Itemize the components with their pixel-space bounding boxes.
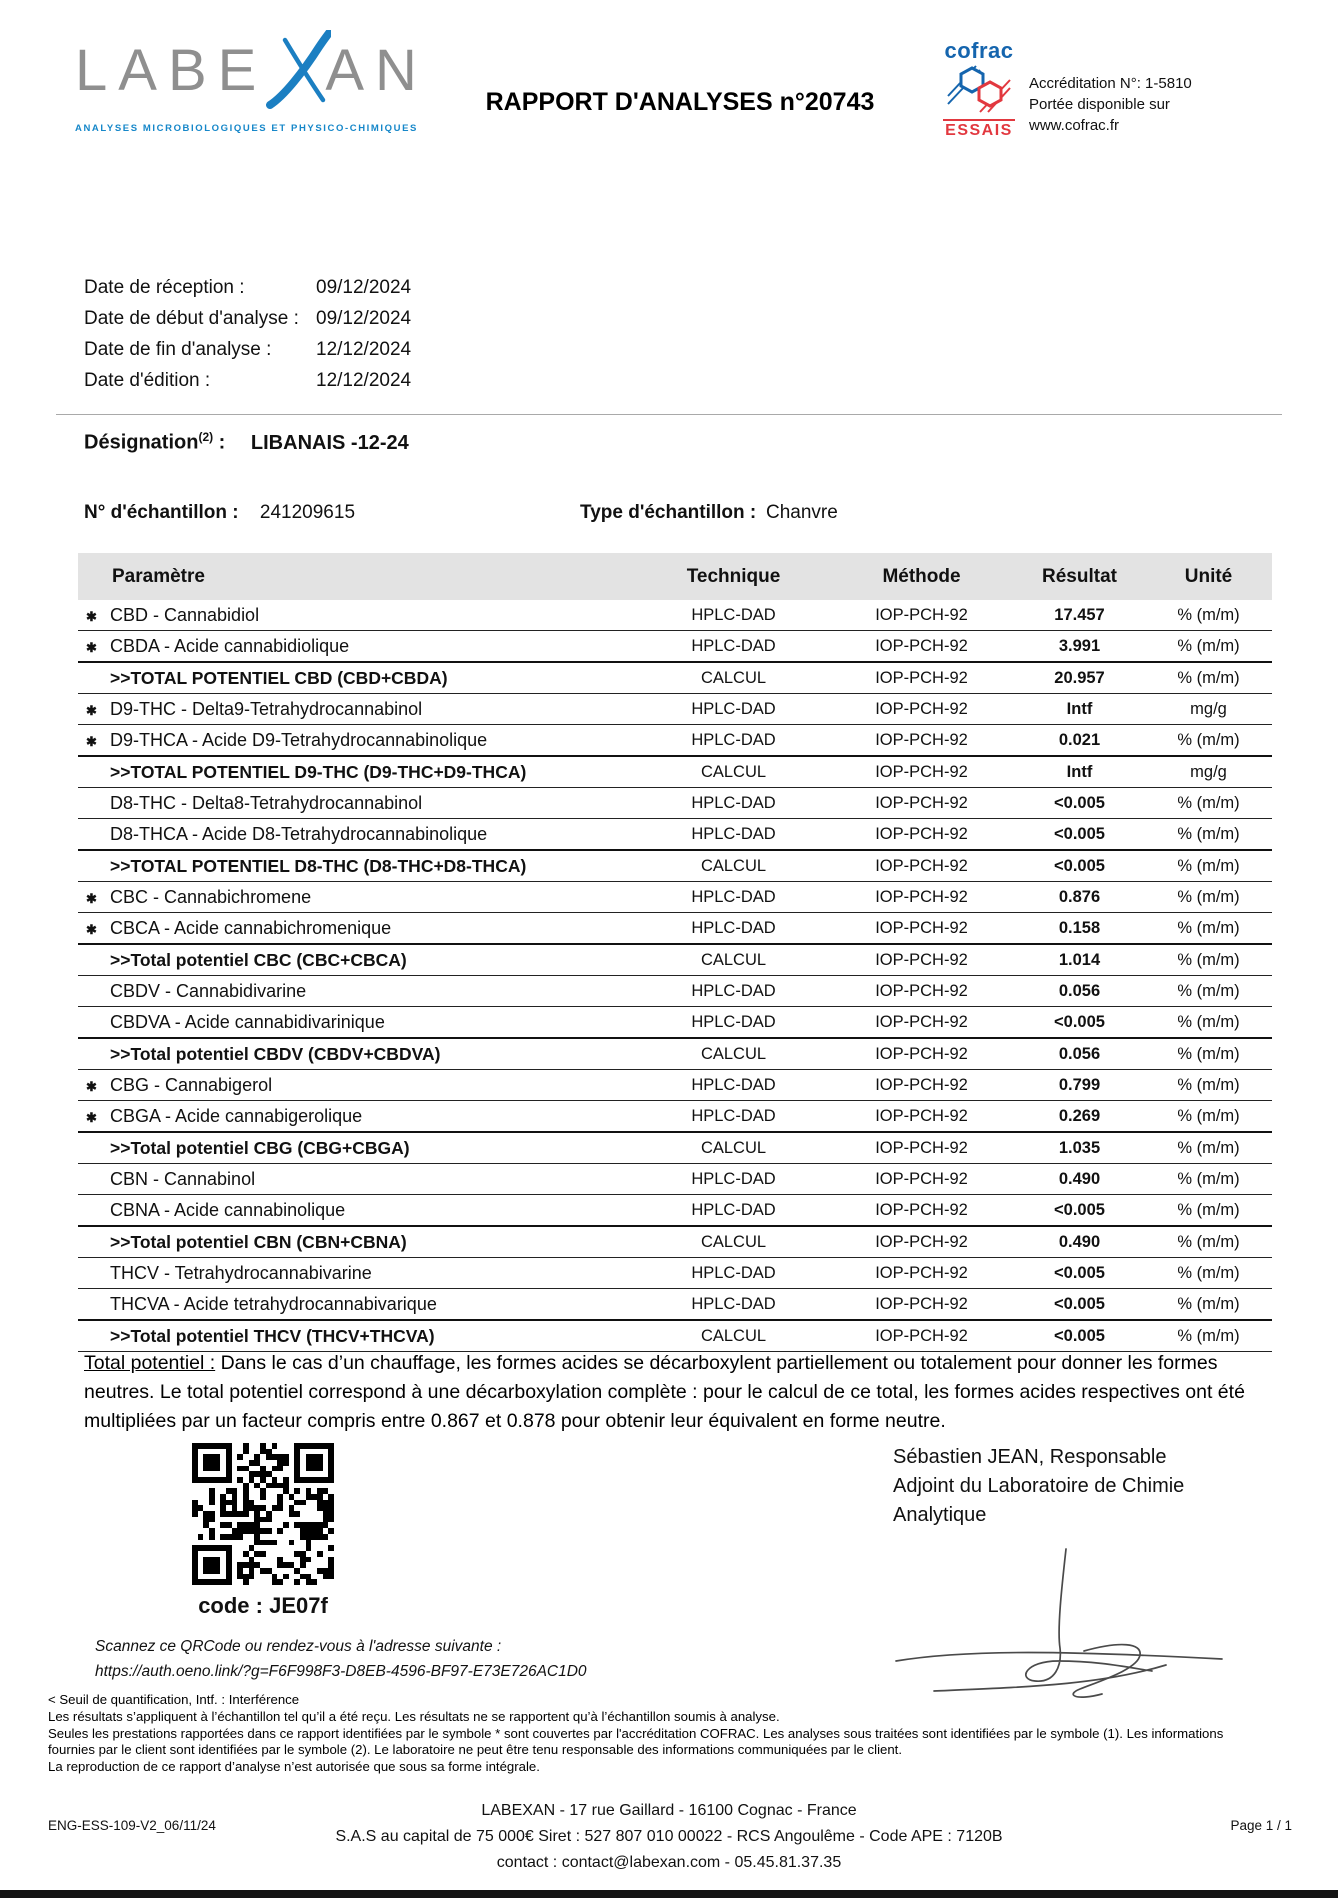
sample-line	[84, 502, 1272, 524]
logo-text-right: AN	[325, 37, 428, 103]
unite-cell: % (m/m)	[1145, 913, 1272, 945]
methode-cell: IOP-PCH-92	[829, 1101, 1014, 1133]
unite-cell: % (m/m)	[1145, 1070, 1272, 1101]
technique-cell: CALCUL	[638, 662, 829, 694]
parameter-name: >>TOTAL POTENTIEL CBD (CBD+CBDA)	[110, 667, 448, 688]
resultat-cell: 0.876	[1014, 882, 1145, 913]
parameter-name: THCV - Tetrahydrocannabivarine	[110, 1262, 372, 1283]
accreditation-url: www.cofrac.fr	[1029, 117, 1120, 134]
accreditation-star: ✱	[86, 608, 97, 624]
header-parametre: Paramètre	[78, 553, 638, 600]
sample-type-value: Chanvre	[766, 502, 838, 523]
resultat-cell: 20.957	[1014, 662, 1145, 694]
page-number: Page 1 / 1	[1230, 1818, 1292, 1833]
footer-address: LABEXAN - 17 rue Gaillard - 16100 Cognac - France	[481, 1802, 857, 1819]
resultat-cell: <0.005	[1014, 1289, 1145, 1321]
parameter-name: CBD - Cannabidiol	[110, 604, 260, 625]
unite-cell: mg/g	[1145, 694, 1272, 725]
date-value: 09/12/2024	[316, 307, 412, 329]
technique-cell: HPLC-DAD	[638, 1164, 829, 1195]
qr-code-label: code : JE07f	[198, 1593, 328, 1618]
table-row	[78, 1101, 1272, 1133]
methode-cell: IOP-PCH-92	[829, 1226, 1014, 1258]
resultat-cell: Intf	[1014, 756, 1145, 788]
unite-cell: % (m/m)	[1145, 600, 1272, 631]
technique-cell: HPLC-DAD	[638, 819, 829, 851]
technique-cell: HPLC-DAD	[638, 725, 829, 757]
qr-scan-line: Scannez ce QRCode ou rendez-vous à l'adresse suivante :	[95, 1638, 502, 1655]
table-row	[78, 694, 1272, 725]
resultat-cell: Intf	[1014, 694, 1145, 725]
parameter-name: THCVA - Acide tetrahydrocannabivarique	[110, 1293, 437, 1314]
table-row	[78, 1164, 1272, 1195]
technique-cell: CALCUL	[638, 1226, 829, 1258]
resultat-cell: <0.005	[1014, 1320, 1145, 1352]
unite-cell: % (m/m)	[1145, 1320, 1272, 1352]
qr-scan-instructions	[95, 1634, 587, 1684]
unite-cell: % (m/m)	[1145, 631, 1272, 663]
resultat-cell: <0.005	[1014, 788, 1145, 819]
section-divider	[56, 414, 1282, 415]
parameter-name: CBDA - Acide cannabidiolique	[110, 635, 350, 656]
technique-cell: HPLC-DAD	[638, 1101, 829, 1133]
technique-cell: HPLC-DAD	[638, 1007, 829, 1039]
unite-cell: % (m/m)	[1145, 1007, 1272, 1039]
parameter-name: CBC - Cannabichromene	[110, 886, 312, 907]
resultat-cell: 0.490	[1014, 1226, 1145, 1258]
date-row-edition	[84, 365, 411, 396]
parameter-name: >>TOTAL POTENTIEL D8-THC (D8-THC+D8-THCA)	[110, 855, 527, 876]
accreditation-scope: Portée disponible sur	[1029, 96, 1170, 113]
technique-cell: HPLC-DAD	[638, 913, 829, 945]
footer-doc-code: ENG-ESS-109-V2_06/11/24	[48, 1818, 216, 1833]
unite-cell: % (m/m)	[1145, 976, 1272, 1007]
unite-cell: % (m/m)	[1145, 850, 1272, 882]
parameter-name: CBCA - Acide cannabichromenique	[110, 917, 392, 938]
resultat-cell: 0.799	[1014, 1070, 1145, 1101]
methode-cell: IOP-PCH-92	[829, 1007, 1014, 1039]
methode-cell: IOP-PCH-92	[829, 850, 1014, 882]
date-value: 12/12/2024	[316, 338, 412, 360]
technique-cell: CALCUL	[638, 756, 829, 788]
technique-cell: HPLC-DAD	[638, 1070, 829, 1101]
table-row	[78, 788, 1272, 819]
methode-cell: IOP-PCH-92	[829, 944, 1014, 976]
resultat-cell: 0.021	[1014, 725, 1145, 757]
unite-cell: % (m/m)	[1145, 788, 1272, 819]
technique-cell: HPLC-DAD	[638, 1289, 829, 1321]
header-methode: Méthode	[829, 553, 1014, 600]
methode-cell: IOP-PCH-92	[829, 976, 1014, 1007]
parameter-name: D8-THCA - Acide D8-Tetrahydrocannabinolique	[110, 823, 488, 844]
technique-cell: HPLC-DAD	[638, 788, 829, 819]
unite-cell: % (m/m)	[1145, 1164, 1272, 1195]
table-row	[78, 1070, 1272, 1101]
designation-colon: :	[213, 431, 226, 454]
methode-cell: IOP-PCH-92	[829, 631, 1014, 663]
technique-cell: HPLC-DAD	[638, 600, 829, 631]
resultat-cell: 1.035	[1014, 1132, 1145, 1164]
unite-cell: % (m/m)	[1145, 1195, 1272, 1227]
cofrac-logo	[943, 40, 1015, 140]
methode-cell: IOP-PCH-92	[829, 819, 1014, 851]
footer-address-block	[0, 1798, 1338, 1876]
unite-cell: % (m/m)	[1145, 662, 1272, 694]
sample-type-label: Type d'échantillon :	[580, 502, 757, 523]
technique-cell: HPLC-DAD	[638, 976, 829, 1007]
date-row-reception	[84, 272, 411, 303]
header-technique: Technique	[638, 553, 829, 600]
table-row	[78, 976, 1272, 1007]
date-label: Date d'édition :	[84, 369, 211, 391]
accreditation-number: Accréditation N°: 1-5810	[1029, 75, 1192, 92]
table-row	[78, 882, 1272, 913]
unite-cell: % (m/m)	[1145, 882, 1272, 913]
logo-tagline: ANALYSES MICROBIOLOGIQUES ET PHYSICO-CHIMIQUES	[75, 123, 418, 134]
table-row	[78, 1258, 1272, 1289]
total-potentiel-note	[84, 1349, 1262, 1436]
table-row	[78, 850, 1272, 882]
unite-cell: % (m/m)	[1145, 1226, 1272, 1258]
note-label: Total potentiel :	[84, 1352, 216, 1374]
footer-company-info: S.A.S au capital de 75 000€ Siret : 527 807 010 00022 - RCS Angoulême - Code APE : 7120B	[335, 1828, 1003, 1845]
parameter-name: CBGA - Acide cannabigerolique	[110, 1105, 363, 1126]
signatory-line: Analytique	[893, 1504, 987, 1526]
unite-cell: % (m/m)	[1145, 1258, 1272, 1289]
technique-cell: CALCUL	[638, 1038, 829, 1070]
dates-block	[84, 272, 411, 396]
date-label: Date de réception :	[84, 276, 245, 298]
signatory-block	[893, 1443, 1184, 1530]
resultat-cell: 0.056	[1014, 976, 1145, 1007]
parameter-name: CBG - Cannabigerol	[110, 1074, 273, 1095]
designation-label: Désignation	[84, 431, 199, 454]
results-table-header	[78, 553, 1272, 600]
unite-cell: % (m/m)	[1145, 819, 1272, 851]
resultat-cell: <0.005	[1014, 850, 1145, 882]
resultat-cell: 0.490	[1014, 1164, 1145, 1195]
sample-number-label: N° d'échantillon :	[84, 502, 239, 523]
accreditation-star: ✱	[86, 639, 97, 655]
table-row	[78, 725, 1272, 757]
resultat-cell: 0.269	[1014, 1101, 1145, 1133]
methode-cell: IOP-PCH-92	[829, 1164, 1014, 1195]
table-row	[78, 1007, 1272, 1039]
resultat-cell: 0.158	[1014, 913, 1145, 945]
disclaimer-block	[48, 1692, 1330, 1776]
logo-x-swoosh-icon	[265, 30, 331, 115]
designation-value: LIBANAIS -12-24	[250, 431, 409, 454]
date-label: Date de fin d'analyse :	[84, 338, 272, 360]
table-row	[78, 913, 1272, 945]
unite-cell: % (m/m)	[1145, 944, 1272, 976]
qr-block	[190, 1443, 336, 1619]
methode-cell: IOP-PCH-92	[829, 1320, 1014, 1352]
header-resultat: Résultat	[1014, 553, 1145, 600]
methode-cell: IOP-PCH-92	[829, 788, 1014, 819]
table-row	[78, 1038, 1272, 1070]
parameter-name: CBNA - Acide cannabinolique	[110, 1199, 346, 1220]
qr-url: https://auth.oeno.link/?g=F6F998F3-D8EB-4596-BF97-E73E726AC1D0	[95, 1663, 587, 1680]
cofrac-essais-label: ESSAIS	[943, 119, 1015, 140]
table-row	[78, 662, 1272, 694]
logo-text-left: LABE	[75, 37, 268, 103]
resultat-cell: 0.056	[1014, 1038, 1145, 1070]
methode-cell: IOP-PCH-92	[829, 662, 1014, 694]
parameter-name: D9-THCA - Acide D9-Tetrahydrocannabinolique	[110, 729, 488, 750]
designation-line	[84, 430, 409, 455]
table-row	[78, 1132, 1272, 1164]
parameter-name: CBN - Cannabinol	[110, 1168, 256, 1189]
parameter-name: D9-THC - Delta9-Tetrahydrocannabinol	[110, 698, 423, 719]
resultat-cell: 3.991	[1014, 631, 1145, 663]
bottom-black-bar	[0, 1890, 1338, 1898]
accreditation-star: ✱	[86, 1078, 97, 1094]
cofrac-wordmark: cofrac	[944, 38, 1014, 63]
methode-cell: IOP-PCH-92	[829, 1195, 1014, 1227]
technique-cell: HPLC-DAD	[638, 1258, 829, 1289]
methode-cell: IOP-PCH-92	[829, 1258, 1014, 1289]
resultat-cell: 17.457	[1014, 600, 1145, 631]
disclaimer-line: Seules les prestations rapportées dans ce rapport identifiées par le symbole * sont couvertes par l'accréditation COFRAC. Les analyses sous traitées sont identifiées par le symbole (1). Les informations	[48, 1725, 1224, 1741]
footer-contact: contact : contact@labexan.com - 05.45.81.37.35	[496, 1854, 842, 1871]
methode-cell: IOP-PCH-92	[829, 913, 1014, 945]
cofrac-hexagons-icon	[946, 62, 1012, 114]
signature-scribble	[888, 1545, 1238, 1705]
accreditation-star: ✱	[86, 921, 97, 937]
qr-code	[192, 1443, 334, 1585]
date-label: Date de début d'analyse :	[84, 307, 299, 329]
table-row	[78, 1226, 1272, 1258]
parameter-name: >>Total potentiel CBG (CBG+CBGA)	[110, 1137, 410, 1158]
date-row-fin	[84, 334, 411, 365]
unite-cell: % (m/m)	[1145, 1038, 1272, 1070]
table-row	[78, 600, 1272, 631]
methode-cell: IOP-PCH-92	[829, 1289, 1014, 1321]
unite-cell: % (m/m)	[1145, 725, 1272, 757]
disclaimer-line: La reproduction de ce rapport d’analyse n’est autorisée que sous sa forme intégrale.	[48, 1759, 540, 1775]
parameter-name: >>TOTAL POTENTIEL D9-THC (D9-THC+D9-THCA)	[110, 761, 527, 782]
parameter-name: D8-THC - Delta8-Tetrahydrocannabinol	[110, 792, 423, 813]
resultat-cell: <0.005	[1014, 819, 1145, 851]
table-row	[78, 1320, 1272, 1352]
accreditation-star: ✱	[86, 1109, 97, 1125]
labexan-logo	[75, 28, 428, 134]
methode-cell: IOP-PCH-92	[829, 725, 1014, 757]
date-value: 12/12/2024	[316, 369, 412, 391]
table-row	[78, 1289, 1272, 1321]
technique-cell: CALCUL	[638, 944, 829, 976]
resultat-cell: 1.014	[1014, 944, 1145, 976]
methode-cell: IOP-PCH-92	[829, 1038, 1014, 1070]
table-row	[78, 819, 1272, 851]
header-unite: Unité	[1145, 553, 1272, 600]
methode-cell: IOP-PCH-92	[829, 1070, 1014, 1101]
unite-cell: % (m/m)	[1145, 1132, 1272, 1164]
date-value: 09/12/2024	[316, 276, 412, 298]
technique-cell: CALCUL	[638, 850, 829, 882]
disclaimer-line: < Seuil de quantification, Intf. : Interférence	[48, 1692, 300, 1707]
disclaimer-line: Les résultats s’appliquent à l’échantillon tel qu’il a été reçu. Les résultats ne se rapportent qu’à l’échantillon soumis à analyse.	[48, 1708, 780, 1724]
table-row	[78, 1195, 1272, 1227]
technique-cell: HPLC-DAD	[638, 694, 829, 725]
parameter-name: >>Total potentiel CBDV (CBDV+CBDVA)	[110, 1043, 441, 1064]
parameter-name: CBDV - Cannabidivarine	[110, 980, 307, 1001]
page-title: RAPPORT D'ANALYSES n°20743	[485, 88, 875, 116]
table-row	[78, 944, 1272, 976]
sample-number-value: 241209615	[259, 502, 356, 523]
table-row	[78, 631, 1272, 663]
parameter-name: >>Total potentiel THCV (THCV+THCVA)	[110, 1325, 435, 1346]
unite-cell: % (m/m)	[1145, 1101, 1272, 1133]
resultat-cell: <0.005	[1014, 1007, 1145, 1039]
technique-cell: HPLC-DAD	[638, 631, 829, 663]
methode-cell: IOP-PCH-92	[829, 1132, 1014, 1164]
signatory-line: Sébastien JEAN, Responsable	[893, 1446, 1167, 1468]
technique-cell: HPLC-DAD	[638, 882, 829, 913]
accreditation-star: ✱	[86, 890, 97, 906]
methode-cell: IOP-PCH-92	[829, 694, 1014, 725]
date-row-debut	[84, 303, 411, 334]
table-row	[78, 756, 1272, 788]
designation-superscript: (2)	[198, 430, 214, 444]
methode-cell: IOP-PCH-92	[829, 882, 1014, 913]
note-text: Dans le cas d’un chauffage, les formes acides se décarboxylent partiellement ou totalement pour donner les formes neutres. Le total potentiel correspond à une décarboxylation complète : pour le calcul de ce total, les formes acides respectives ont été multipliées par un facteur compris entre 0.867 et 0.878 pour obtenir leur équivalent en forme neutre.	[84, 1352, 1245, 1432]
parameter-name: >>Total potentiel CBN (CBN+CBNA)	[110, 1231, 407, 1252]
resultat-cell: <0.005	[1014, 1258, 1145, 1289]
accreditation-star: ✱	[86, 702, 97, 718]
technique-cell: CALCUL	[638, 1132, 829, 1164]
results-table-body	[78, 600, 1272, 1352]
unite-cell: % (m/m)	[1145, 1289, 1272, 1321]
results-table	[78, 553, 1272, 1352]
disclaimer-line: fournies par le client sont identifiées par le symbole (2). Le laboratoire ne peut être tenu responsable des informations communiquées par le client.	[48, 1742, 903, 1758]
methode-cell: IOP-PCH-92	[829, 756, 1014, 788]
accreditation-text	[1029, 73, 1192, 140]
technique-cell: HPLC-DAD	[638, 1195, 829, 1227]
signatory-line: Adjoint du Laboratoire de Chimie	[893, 1475, 1185, 1497]
cofrac-block	[943, 40, 1192, 140]
parameter-name: CBDVA - Acide cannabidivarinique	[110, 1011, 385, 1032]
methode-cell: IOP-PCH-92	[829, 600, 1014, 631]
accreditation-star: ✱	[86, 733, 97, 749]
parameter-name: >>Total potentiel CBC (CBC+CBCA)	[110, 949, 407, 970]
technique-cell: CALCUL	[638, 1320, 829, 1352]
resultat-cell: <0.005	[1014, 1195, 1145, 1227]
unite-cell: mg/g	[1145, 756, 1272, 788]
